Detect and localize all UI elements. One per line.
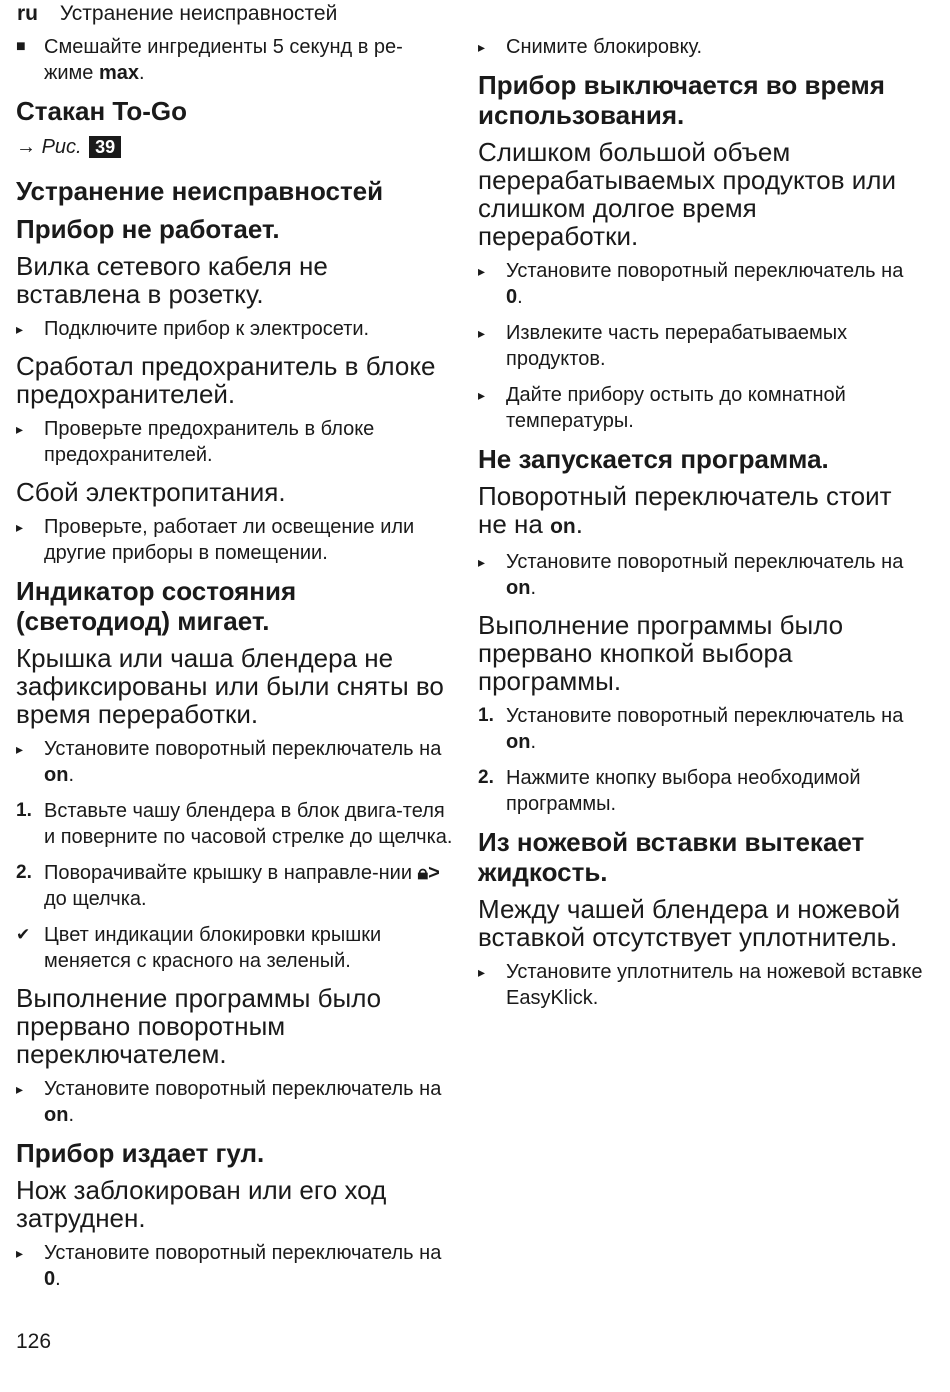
language-code: ru [17, 2, 38, 25]
list-item: ▸ Подключите прибор к электросети. [16, 318, 370, 340]
lock-arrow-icon: 🔒︎> [417, 862, 440, 884]
cause-text: Вилка сетевого кабеля не вставлена в розетку. [16, 251, 328, 309]
list-item: ▸ Установите поворотный переключатель на on. [16, 738, 442, 786]
triangle-bullet-icon: ▸ [478, 39, 486, 55]
section-title: Устранение неисправностей [16, 176, 384, 206]
list-item: ▸ Установите уплотнитель на ножевой вставке EasyKlick. [478, 961, 923, 1009]
list-item: ▸ Проверьте, работает ли освещение или другие приборы в помещении. [16, 516, 415, 564]
cause-text: Поворотный переключатель стоит не на on. [478, 481, 892, 539]
problem-title: Прибор выключается во время использования. [478, 70, 885, 130]
square-bullet-icon: ■ [16, 38, 26, 55]
list-item: 1. Вставьте чашу блендера в блок двига-теля и поверните по часовой стрелке до щелчка. [16, 800, 453, 848]
problem-title: Из ножевой вставки вытекает жидкость. [478, 827, 865, 887]
problem-title: Не запускается программа. [478, 444, 829, 474]
figure-number-badge: 39 [89, 136, 121, 158]
list-item: ▸ Извлеките часть перерабатываемых продуктов. [478, 322, 848, 370]
left-column [16, 34, 456, 1302]
list-item: 2. Поворачивайте крышку в направле-нии 🔒︎> до щелчка. [16, 862, 440, 910]
header-title: Устранение неисправностей [59, 2, 338, 25]
list-item: ▸ Проверьте предохранитель в блоке предохранителей. [16, 418, 375, 466]
figure-reference: → Рис. 39 [16, 134, 456, 160]
cause-text: Выполнение программы было прервано кнопкой выбора программы. [478, 610, 844, 696]
cause-text: Между чашей блендера и ножевой вставкой отсутствует уплотнитель. [478, 894, 901, 952]
list-item: ▸ Дайте прибору остыть до комнатной температуры. [478, 384, 846, 432]
arrow-right-icon: → [16, 136, 36, 158]
triangle-bullet-icon: ▸ [478, 263, 486, 279]
problem-title: Прибор издает гул. [16, 1138, 265, 1168]
list-item: 1. Установите поворотный переключатель на on. [478, 705, 904, 753]
triangle-bullet-icon: ▸ [16, 321, 24, 337]
list-item: ▸ Установите поворотный переключатель на 0. [478, 260, 904, 308]
list-item: ▸ Установите поворотный переключатель на on. [16, 1078, 442, 1126]
page-header [17, 2, 337, 26]
list-item: ▸ Установите поворотный переключатель на 0. [16, 1242, 442, 1290]
triangle-bullet-icon: ▸ [16, 519, 24, 535]
cause-text: Крышка или чаша блендера не зафиксированы или были сняты во время переработки. [16, 643, 444, 729]
triangle-bullet-icon: ▸ [478, 554, 486, 570]
cause-text: Сработал предохранитель в блоке предохранителей. [16, 351, 436, 409]
list-item: ✔ Цвет индикации блокировки крышки меняется с красного на зеленый. [16, 924, 382, 972]
list-item: ▸ Снимите блокировку. [478, 36, 703, 58]
list-item: ▸ Установите поворотный переключатель на on. [478, 551, 904, 599]
triangle-bullet-icon: ▸ [478, 387, 486, 403]
list-item: 2. Нажмите кнопку выбора необходимой программы. [478, 767, 861, 815]
cause-text: Выполнение программы было прервано поворотным переключателем. [16, 983, 382, 1069]
togo-title: Стакан To-Go [16, 96, 187, 126]
triangle-bullet-icon: ▸ [478, 964, 486, 980]
problem-title: Индикатор состояния (светодиод) мигает. [16, 576, 297, 636]
problem-title: Прибор не работает. [16, 214, 280, 244]
cause-text: Сбой электропитания. [16, 477, 286, 507]
triangle-bullet-icon: ▸ [16, 1081, 24, 1097]
triangle-bullet-icon: ▸ [478, 325, 486, 341]
triangle-bullet-icon: ▸ [16, 741, 24, 757]
triangle-bullet-icon: ▸ [16, 421, 24, 437]
cause-text: Нож заблокирован или его ход затруднен. [16, 1175, 387, 1233]
right-column [478, 34, 923, 1021]
page-number: 126 [16, 1330, 52, 1353]
checkmark-icon: ✔ [16, 925, 31, 944]
list-item: ■ Смешайте ингредиенты 5 секунд в ре- жиме max. [16, 36, 403, 84]
triangle-bullet-icon: ▸ [16, 1245, 24, 1261]
cause-text: Слишком большой объем перерабатываемых продуктов или слишком долгое время переработки. [478, 137, 896, 251]
